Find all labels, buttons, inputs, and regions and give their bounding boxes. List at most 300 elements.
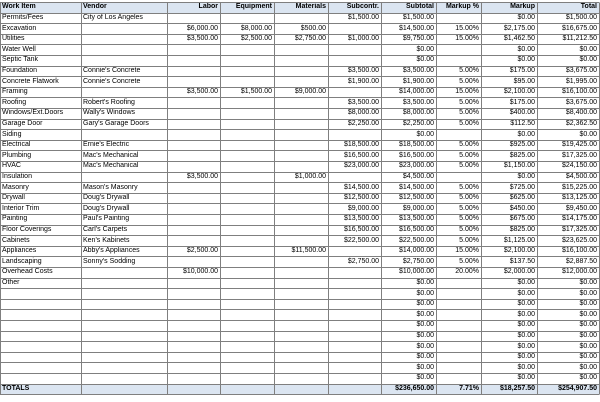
cell-col-markup[interactable]: $0.00 [517, 56, 535, 64]
cell-col-vendor[interactable] [81, 299, 167, 310]
cell-col-total[interactable]: $8,400.00 [565, 109, 597, 117]
cell-col-vendor[interactable]: Mason's Masonry [83, 183, 138, 191]
cell-col-subcontr[interactable]: $2,750.00 [347, 257, 379, 265]
cell-col-work-item[interactable] [0, 289, 81, 300]
cell-col-markup-pct[interactable] [436, 55, 481, 66]
totals-col-work-item[interactable]: TOTALS [2, 384, 30, 392]
header-col-materials[interactable]: Materials [295, 3, 326, 11]
cell-col-vendor[interactable]: Doug's Drywall [83, 204, 130, 212]
cell-col-vendor[interactable]: Carl's Carpets [83, 225, 128, 233]
cell-col-equipment[interactable] [220, 119, 274, 130]
cell-col-markup-pct[interactable]: 5.00% [459, 109, 479, 117]
cell-col-subcontr[interactable]: $1,500.00 [347, 13, 379, 21]
cell-col-subtotal[interactable]: $3,500.00 [402, 66, 434, 74]
cell-col-subcontr[interactable] [328, 352, 381, 363]
cell-col-labor[interactable] [167, 299, 220, 310]
cell-col-equipment[interactable] [220, 45, 274, 56]
cell-col-equipment[interactable] [220, 342, 274, 353]
totals-col-subcontr[interactable] [328, 384, 381, 395]
cell-col-markup-pct[interactable]: 5.00% [459, 66, 479, 74]
cell-col-markup-pct[interactable]: 15.00% [455, 88, 479, 96]
cell-col-total[interactable]: $3,675.00 [565, 98, 597, 106]
cell-col-work-item[interactable]: Foundation [2, 66, 38, 74]
cell-col-total[interactable]: $9,450.00 [565, 204, 597, 212]
cell-col-labor[interactable]: $10,000.00 [182, 268, 218, 276]
cell-col-labor[interactable] [167, 310, 220, 321]
cell-col-equipment[interactable] [220, 352, 274, 363]
cell-col-markup-pct[interactable]: 15.00% [455, 24, 479, 32]
cell-col-labor[interactable] [167, 108, 220, 119]
cell-col-labor[interactable] [167, 331, 220, 342]
cell-col-equipment[interactable] [220, 108, 274, 119]
cell-col-markup[interactable]: $825.00 [509, 151, 535, 159]
cell-col-vendor[interactable]: Ernie's Electric [83, 141, 130, 149]
cell-col-markup[interactable]: $0.00 [517, 321, 535, 329]
cell-col-materials[interactable] [274, 66, 328, 77]
cell-col-equipment[interactable] [220, 310, 274, 321]
cell-col-total[interactable]: $16,100.00 [561, 88, 597, 96]
cell-col-subtotal[interactable]: $0.00 [416, 374, 434, 382]
cell-col-subcontr[interactable] [328, 320, 381, 331]
cell-col-vendor[interactable]: Doug's Drywall [83, 194, 130, 202]
cell-col-work-item[interactable]: Water Well [2, 45, 36, 53]
cell-col-total[interactable]: $0.00 [579, 56, 597, 64]
cell-col-subtotal[interactable]: $0.00 [416, 289, 434, 297]
cell-col-subtotal[interactable]: $14,500.00 [398, 24, 434, 32]
cell-col-subcontr[interactable] [328, 310, 381, 321]
cell-col-markup-pct[interactable] [436, 373, 481, 384]
cell-col-subtotal[interactable]: $0.00 [416, 331, 434, 339]
cell-col-subtotal[interactable]: $10,000.00 [398, 268, 434, 276]
cell-col-labor[interactable] [167, 161, 220, 172]
cell-col-subcontr[interactable] [328, 331, 381, 342]
cell-col-total[interactable]: $0.00 [579, 342, 597, 350]
cell-col-markup[interactable]: $0.00 [517, 353, 535, 361]
cell-col-markup[interactable]: $0.00 [517, 342, 535, 350]
header-col-markup-pct[interactable]: Markup % [445, 3, 479, 11]
cell-col-labor[interactable] [167, 363, 220, 374]
header-col-vendor[interactable]: Vendor [83, 3, 107, 11]
cell-col-markup-pct[interactable]: 5.00% [459, 162, 479, 170]
cell-col-subtotal[interactable]: $2,750.00 [402, 257, 434, 265]
cell-col-subcontr[interactable]: $1,900.00 [347, 77, 379, 85]
cell-col-materials[interactable] [274, 193, 328, 204]
cell-col-markup[interactable]: $137.50 [509, 257, 535, 265]
cell-col-vendor[interactable]: Sonny's Sodding [83, 257, 136, 265]
cell-col-markup[interactable]: $0.00 [517, 374, 535, 382]
cell-col-equipment[interactable] [220, 183, 274, 194]
cell-col-markup-pct[interactable] [436, 130, 481, 141]
cell-col-equipment[interactable] [220, 204, 274, 215]
cell-col-subcontr[interactable] [328, 289, 381, 300]
cell-col-labor[interactable] [167, 66, 220, 77]
cell-col-work-item[interactable]: Windows/Ext.Doors [2, 109, 64, 117]
cell-col-subcontr[interactable]: $16,500.00 [343, 225, 379, 233]
cell-col-subtotal[interactable]: $22,500.00 [398, 236, 434, 244]
cell-col-materials[interactable] [274, 55, 328, 66]
cell-col-materials[interactable] [274, 98, 328, 109]
cell-col-labor[interactable]: $3,500.00 [186, 88, 218, 96]
cell-col-subcontr[interactable] [328, 267, 381, 278]
cell-col-labor[interactable] [167, 193, 220, 204]
cell-col-equipment[interactable] [220, 77, 274, 88]
cell-col-work-item[interactable]: Cabinets [2, 236, 30, 244]
cell-col-markup[interactable]: $0.00 [517, 45, 535, 53]
header-col-total[interactable]: Total [580, 3, 597, 11]
cell-col-work-item[interactable]: Appliances [2, 247, 37, 255]
cell-col-vendor[interactable]: Ken's Kabinets [83, 236, 130, 244]
cell-col-total[interactable]: $2,887.50 [565, 257, 597, 265]
cell-col-markup[interactable]: $0.00 [517, 130, 535, 138]
totals-col-vendor[interactable] [81, 384, 167, 395]
cell-col-equipment[interactable] [220, 98, 274, 109]
cell-col-total[interactable]: $0.00 [579, 278, 597, 286]
cell-col-equipment[interactable] [220, 267, 274, 278]
cell-col-work-item[interactable]: Plumbing [2, 151, 32, 159]
totals-col-equipment[interactable] [220, 384, 274, 395]
cell-col-vendor[interactable]: Connie's Concrete [83, 66, 141, 74]
cell-col-equipment[interactable] [220, 13, 274, 24]
cell-col-markup-pct[interactable]: 5.00% [459, 151, 479, 159]
header-col-equipment[interactable]: Equipment [235, 3, 272, 11]
cell-col-labor[interactable] [167, 278, 220, 289]
cell-col-work-item[interactable] [0, 299, 81, 310]
cell-col-vendor[interactable]: Robert's Roofing [83, 98, 135, 106]
cell-col-markup-pct[interactable] [436, 320, 481, 331]
cell-col-total[interactable]: $17,325.00 [561, 151, 597, 159]
header-col-subcontr[interactable]: Subcontr. [346, 3, 379, 11]
cell-col-markup-pct[interactable]: 5.00% [459, 204, 479, 212]
cell-col-total[interactable]: $0.00 [579, 45, 597, 53]
cell-col-materials[interactable] [274, 183, 328, 194]
cell-col-labor[interactable] [167, 98, 220, 109]
cell-col-equipment[interactable] [220, 172, 274, 183]
cell-col-materials[interactable] [274, 278, 328, 289]
cell-col-equipment[interactable]: $8,000.00 [240, 24, 272, 32]
cell-col-materials[interactable] [274, 373, 328, 384]
cell-col-materials[interactable] [274, 214, 328, 225]
cell-col-total[interactable]: $0.00 [579, 321, 597, 329]
cell-col-subtotal[interactable]: $0.00 [416, 363, 434, 371]
cell-col-subtotal[interactable]: $12,500.00 [398, 194, 434, 202]
cell-col-markup-pct[interactable] [436, 342, 481, 353]
cell-col-markup[interactable]: $0.00 [517, 310, 535, 318]
cell-col-materials[interactable] [274, 151, 328, 162]
cell-col-markup-pct[interactable]: 15.00% [455, 247, 479, 255]
cell-col-subtotal[interactable]: $9,750.00 [402, 35, 434, 43]
cell-col-subcontr[interactable]: $13,500.00 [343, 215, 379, 223]
cell-col-equipment[interactable] [220, 299, 274, 310]
cell-col-subcontr[interactable] [328, 373, 381, 384]
cell-col-subtotal[interactable]: $2,250.00 [402, 119, 434, 127]
cell-col-markup-pct[interactable]: 5.00% [459, 215, 479, 223]
cell-col-subtotal[interactable]: $16,500.00 [398, 151, 434, 159]
cell-col-subtotal[interactable]: $0.00 [416, 300, 434, 308]
cell-col-markup-pct[interactable]: 5.00% [459, 194, 479, 202]
cell-col-subtotal[interactable]: $8,000.00 [402, 109, 434, 117]
cell-col-markup-pct[interactable]: 5.00% [459, 77, 479, 85]
cell-col-subcontr[interactable] [328, 130, 381, 141]
cell-col-subtotal[interactable]: $16,500.00 [398, 225, 434, 233]
cell-col-equipment[interactable] [220, 55, 274, 66]
cell-col-equipment[interactable] [220, 214, 274, 225]
cell-col-markup[interactable]: $0.00 [517, 363, 535, 371]
cell-col-labor[interactable] [167, 320, 220, 331]
cell-col-markup[interactable]: $0.00 [517, 278, 535, 286]
cell-col-work-item[interactable]: Insulation [2, 172, 32, 180]
cell-col-materials[interactable] [274, 289, 328, 300]
cell-col-subcontr[interactable]: $22,500.00 [343, 236, 379, 244]
cell-col-equipment[interactable] [220, 289, 274, 300]
cell-col-subcontr[interactable] [328, 278, 381, 289]
cell-col-markup[interactable]: $450.00 [509, 204, 535, 212]
cell-col-subcontr[interactable]: $1,000.00 [347, 35, 379, 43]
cell-col-equipment[interactable] [220, 246, 274, 257]
cell-col-total[interactable]: $2,362.50 [565, 119, 597, 127]
cell-col-markup[interactable]: $825.00 [509, 225, 535, 233]
cell-col-work-item[interactable]: Landscaping [2, 257, 42, 265]
cell-col-labor[interactable] [167, 77, 220, 88]
cell-col-subtotal[interactable]: $0.00 [416, 310, 434, 318]
cell-col-labor[interactable] [167, 236, 220, 247]
cell-col-subtotal[interactable]: $4,500.00 [402, 172, 434, 180]
cell-col-equipment[interactable] [220, 278, 274, 289]
cell-col-work-item[interactable]: Drywall [2, 194, 25, 202]
cell-col-materials[interactable] [274, 225, 328, 236]
header-col-work-item[interactable]: Work Item [2, 3, 36, 11]
cell-col-work-item[interactable]: Other [2, 278, 20, 286]
cell-col-equipment[interactable] [220, 161, 274, 172]
cell-col-equipment[interactable] [220, 257, 274, 268]
cell-col-work-item[interactable] [0, 342, 81, 353]
cell-col-materials[interactable]: $9,000.00 [294, 88, 326, 96]
cell-col-materials[interactable] [274, 119, 328, 130]
cell-col-subtotal[interactable]: $14,000.00 [398, 247, 434, 255]
cell-col-work-item[interactable]: Floor Coverings [2, 225, 52, 233]
cell-col-total[interactable]: $13,125.00 [561, 194, 597, 202]
cell-col-markup-pct[interactable] [436, 331, 481, 342]
cell-col-materials[interactable] [274, 161, 328, 172]
cell-col-subtotal[interactable]: $0.00 [416, 342, 434, 350]
cell-col-markup[interactable]: $0.00 [517, 300, 535, 308]
cell-col-materials[interactable] [274, 363, 328, 374]
cell-col-vendor[interactable] [81, 267, 167, 278]
cell-col-subtotal[interactable]: $14,500.00 [398, 183, 434, 191]
header-col-markup[interactable]: Markup [510, 3, 535, 11]
cell-col-materials[interactable] [274, 77, 328, 88]
cell-col-total[interactable]: $4,500.00 [565, 172, 597, 180]
cell-col-labor[interactable] [167, 373, 220, 384]
totals-col-materials[interactable] [274, 384, 328, 395]
cell-col-subcontr[interactable]: $18,500.00 [343, 141, 379, 149]
cell-col-markup[interactable]: $95.00 [513, 77, 535, 85]
cell-col-markup[interactable]: $2,100.00 [503, 88, 535, 96]
cell-col-equipment[interactable] [220, 320, 274, 331]
cell-col-vendor[interactable] [81, 87, 167, 98]
totals-col-labor[interactable] [167, 384, 220, 395]
cell-col-total[interactable]: $23,625.00 [561, 236, 597, 244]
cell-col-work-item[interactable] [0, 363, 81, 374]
cell-col-work-item[interactable]: Utilities [2, 35, 25, 43]
cell-col-subcontr[interactable] [328, 246, 381, 257]
header-col-labor[interactable]: Labor [198, 3, 218, 11]
cell-col-markup-pct[interactable]: 5.00% [459, 183, 479, 191]
cell-col-materials[interactable] [274, 140, 328, 151]
cell-col-labor[interactable] [167, 140, 220, 151]
cell-col-materials[interactable] [274, 352, 328, 363]
cell-col-materials[interactable] [274, 130, 328, 141]
cell-col-labor[interactable] [167, 289, 220, 300]
cell-col-markup-pct[interactable] [436, 13, 481, 24]
cell-col-markup-pct[interactable] [436, 299, 481, 310]
cell-col-labor[interactable] [167, 257, 220, 268]
cell-col-labor[interactable] [167, 45, 220, 56]
cell-col-subcontr[interactable]: $3,500.00 [347, 98, 379, 106]
cell-col-total[interactable]: $0.00 [579, 310, 597, 318]
cell-col-vendor[interactable] [81, 331, 167, 342]
cell-col-labor[interactable] [167, 151, 220, 162]
cell-col-subcontr[interactable] [328, 55, 381, 66]
cell-col-labor[interactable] [167, 183, 220, 194]
cell-col-work-item[interactable]: Septic Tank [2, 56, 39, 64]
cell-col-subtotal[interactable]: $0.00 [416, 278, 434, 286]
cell-col-vendor[interactable] [81, 320, 167, 331]
cell-col-markup[interactable]: $725.00 [509, 183, 535, 191]
cell-col-vendor[interactable] [81, 130, 167, 141]
cell-col-equipment[interactable] [220, 331, 274, 342]
cell-col-work-item[interactable]: HVAC [2, 162, 21, 170]
cell-col-materials[interactable] [274, 310, 328, 321]
cell-col-markup-pct[interactable]: 5.00% [459, 119, 479, 127]
cell-col-markup-pct[interactable]: 5.00% [459, 257, 479, 265]
cell-col-markup-pct[interactable] [436, 363, 481, 374]
cell-col-total[interactable]: $12,000.00 [561, 268, 597, 276]
cell-col-work-item[interactable]: Overhead Costs [2, 268, 53, 276]
cell-col-materials[interactable] [274, 45, 328, 56]
cell-col-subtotal[interactable]: $9,000.00 [402, 204, 434, 212]
cell-col-work-item[interactable] [0, 352, 81, 363]
cell-col-equipment[interactable]: $2,500.00 [240, 35, 272, 43]
cell-col-markup[interactable]: $0.00 [517, 289, 535, 297]
cell-col-total[interactable]: $24,150.00 [561, 162, 597, 170]
cell-col-subtotal[interactable]: $3,500.00 [402, 98, 434, 106]
cell-col-markup-pct[interactable]: 20.00% [455, 268, 479, 276]
cell-col-total[interactable]: $14,175.00 [561, 215, 597, 223]
cell-col-markup[interactable]: $0.00 [517, 172, 535, 180]
cell-col-markup-pct[interactable]: 5.00% [459, 225, 479, 233]
cell-col-subtotal[interactable]: $23,000.00 [398, 162, 434, 170]
cell-col-equipment[interactable]: $1,500.00 [240, 88, 272, 96]
cell-col-work-item[interactable]: Framing [2, 88, 28, 96]
cell-col-markup-pct[interactable] [436, 310, 481, 321]
cell-col-vendor[interactable] [81, 310, 167, 321]
cell-col-materials[interactable]: $500.00 [300, 24, 326, 32]
cell-col-equipment[interactable] [220, 151, 274, 162]
cell-col-markup[interactable]: $1,150.00 [503, 162, 535, 170]
cell-col-subtotal[interactable]: $0.00 [416, 45, 434, 53]
cell-col-total[interactable]: $0.00 [579, 289, 597, 297]
cell-col-total[interactable]: $17,325.00 [561, 225, 597, 233]
cell-col-subtotal[interactable]: $1,900.00 [402, 77, 434, 85]
cell-col-total[interactable]: $11,212.50 [562, 35, 597, 43]
cell-col-materials[interactable]: $2,750.00 [294, 35, 326, 43]
cell-col-subcontr[interactable] [328, 45, 381, 56]
cell-col-total[interactable]: $19,425.00 [561, 141, 597, 149]
cell-col-subtotal[interactable]: $0.00 [416, 353, 434, 361]
cell-col-total[interactable]: $16,100.00 [561, 247, 597, 255]
cell-col-subcontr[interactable]: $12,500.00 [343, 194, 379, 202]
totals-col-markup-pct[interactable]: 7.71% [459, 384, 479, 392]
cell-col-work-item[interactable]: Excavation [2, 24, 37, 32]
cell-col-total[interactable]: $1,995.00 [565, 77, 597, 85]
cell-col-markup[interactable]: $0.00 [517, 331, 535, 339]
cell-col-work-item[interactable]: Masonry [2, 183, 29, 191]
cell-col-labor[interactable] [167, 352, 220, 363]
cell-col-vendor[interactable] [81, 55, 167, 66]
cell-col-equipment[interactable] [220, 363, 274, 374]
cell-col-materials[interactable] [274, 331, 328, 342]
cell-col-vendor[interactable]: Connie's Concrete [83, 77, 141, 85]
cell-col-markup-pct[interactable] [436, 289, 481, 300]
cell-col-labor[interactable] [167, 342, 220, 353]
cell-col-subcontr[interactable] [328, 24, 381, 35]
cell-col-materials[interactable]: $1,000.00 [294, 172, 326, 180]
cell-col-equipment[interactable] [220, 236, 274, 247]
cell-col-equipment[interactable] [220, 140, 274, 151]
cell-col-markup-pct[interactable]: 5.00% [459, 98, 479, 106]
cell-col-work-item[interactable]: Concrete Flatwork [2, 77, 59, 85]
cell-col-total[interactable]: $0.00 [579, 331, 597, 339]
cell-col-subcontr[interactable] [328, 87, 381, 98]
cell-col-materials[interactable] [274, 267, 328, 278]
cell-col-subtotal[interactable]: $0.00 [416, 321, 434, 329]
cell-col-markup[interactable]: $1,462.50 [503, 35, 535, 43]
cell-col-markup[interactable]: $175.00 [509, 98, 535, 106]
cell-col-vendor[interactable]: Mac's Mechanical [83, 151, 139, 159]
cell-col-subcontr[interactable] [328, 342, 381, 353]
cell-col-subcontr[interactable]: $23,000.00 [343, 162, 379, 170]
cell-col-vendor[interactable]: Wally's Windows [83, 109, 136, 117]
cell-col-markup-pct[interactable] [436, 352, 481, 363]
cell-col-work-item[interactable] [0, 331, 81, 342]
cell-col-vendor[interactable] [81, 373, 167, 384]
cell-col-materials[interactable] [274, 236, 328, 247]
cell-col-materials[interactable] [274, 257, 328, 268]
cell-col-markup-pct[interactable]: 5.00% [459, 141, 479, 149]
cell-col-materials[interactable] [274, 108, 328, 119]
cell-col-total[interactable]: $1,500.00 [565, 13, 597, 21]
cell-col-markup[interactable]: $2,100.00 [503, 247, 535, 255]
cell-col-labor[interactable] [167, 55, 220, 66]
cell-col-markup[interactable]: $1,125.00 [503, 236, 535, 244]
cell-col-total[interactable]: $0.00 [579, 374, 597, 382]
cell-col-work-item[interactable]: Electrical [2, 141, 31, 149]
header-col-subtotal[interactable]: Subtotal [406, 3, 434, 11]
cell-col-subtotal[interactable]: $0.00 [416, 56, 434, 64]
cell-col-subtotal[interactable]: $18,500.00 [398, 141, 434, 149]
cell-col-vendor[interactable]: Mac's Mechanical [83, 162, 139, 170]
cell-col-labor[interactable] [167, 130, 220, 141]
cell-col-markup-pct[interactable] [436, 278, 481, 289]
cell-col-markup-pct[interactable]: 15.00% [455, 35, 479, 43]
totals-col-subtotal[interactable]: $236,650.00 [395, 384, 434, 392]
cell-col-vendor[interactable] [81, 172, 167, 183]
cell-col-subcontr[interactable] [328, 299, 381, 310]
cell-col-subcontr[interactable] [328, 363, 381, 374]
cell-col-equipment[interactable] [220, 130, 274, 141]
cell-col-vendor[interactable] [81, 45, 167, 56]
cell-col-labor[interactable]: $3,500.00 [186, 172, 218, 180]
